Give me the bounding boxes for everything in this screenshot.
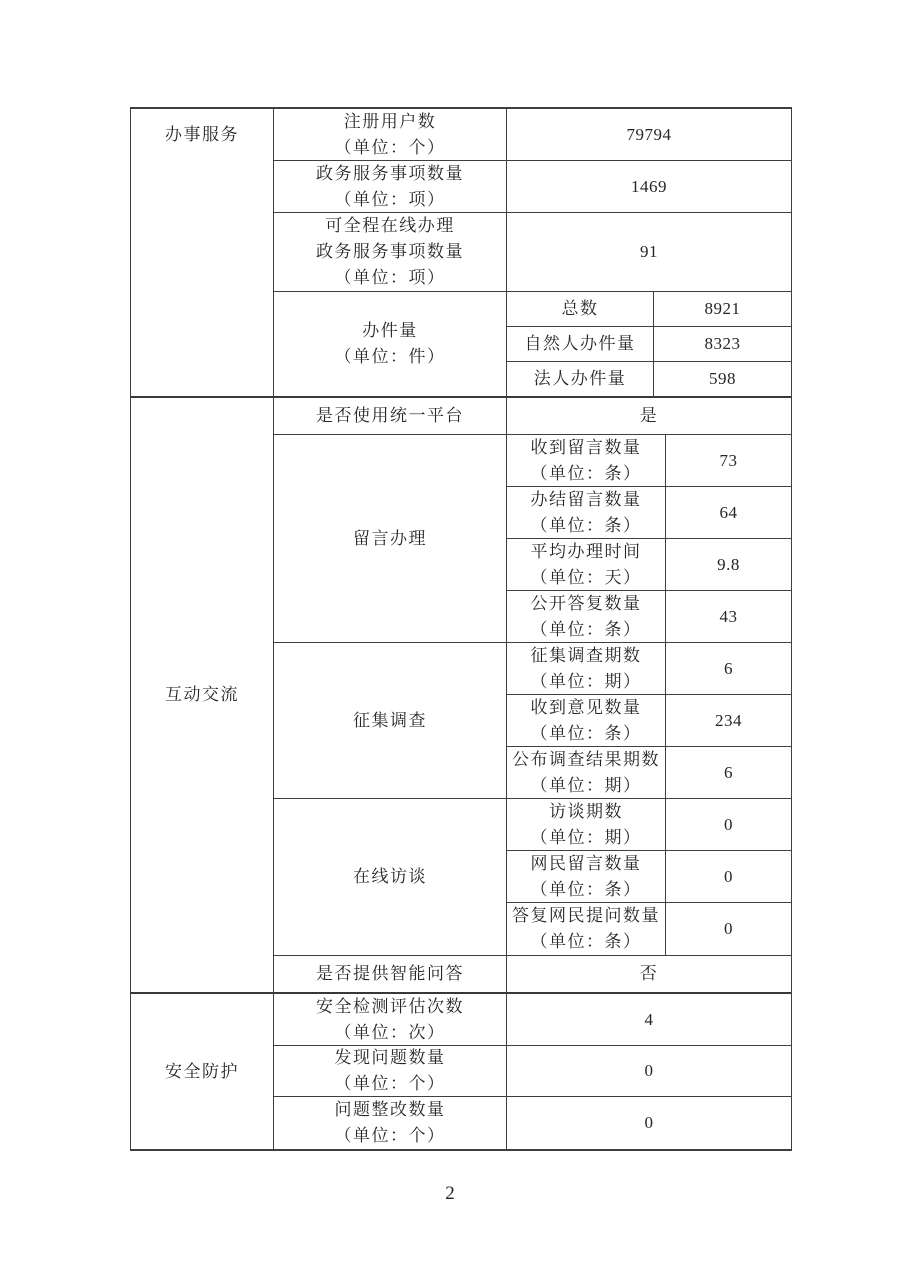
submetric-value: 8921 bbox=[654, 292, 791, 327]
submetric-unit: （单位：条） bbox=[530, 723, 642, 743]
group-cell bbox=[131, 109, 274, 398]
submetric-label-cell bbox=[507, 903, 666, 956]
submetric-value: 64 bbox=[666, 487, 791, 539]
submetric-label: 总数 bbox=[507, 292, 654, 327]
metric-unit: （单位：个） bbox=[334, 1074, 446, 1093]
group-cell bbox=[131, 994, 274, 1149]
submetric-label: 答复网民提问数量 bbox=[512, 906, 660, 925]
metric-label-cell bbox=[274, 799, 507, 956]
submetric-label: 网民留言数量 bbox=[530, 853, 642, 873]
submetric-label-cell bbox=[507, 591, 666, 643]
submetric-value: 8323 bbox=[654, 327, 791, 362]
submetric-label: 公布调查结果期数 bbox=[512, 749, 660, 769]
metric-label: 可全程在线办理 bbox=[325, 216, 455, 235]
metric-value: 1469 bbox=[507, 161, 791, 213]
metric-unit: （单位：个） bbox=[334, 1126, 446, 1145]
metric-label-cell bbox=[274, 994, 507, 1046]
submetric-label: 平均办理时间 bbox=[530, 541, 642, 561]
metric-label-cell bbox=[274, 643, 507, 799]
submetric-label: 法人办件量 bbox=[507, 362, 654, 398]
group-cell bbox=[131, 398, 274, 994]
metric-label-cell bbox=[274, 398, 507, 435]
submetric-label: 办结留言数量 bbox=[530, 489, 642, 509]
group-label: 互动交流 bbox=[165, 685, 239, 704]
submetric-label-cell bbox=[507, 539, 666, 591]
submetric-label-cell bbox=[507, 435, 666, 487]
group-label: 办事服务 bbox=[165, 125, 239, 144]
metric-unit: （单位：件） bbox=[334, 347, 446, 366]
metric-value: 0 bbox=[507, 1046, 791, 1097]
submetric-unit: （单位：条） bbox=[530, 932, 642, 951]
submetric-label: 征集调查期数 bbox=[530, 645, 642, 665]
metric-label: 政务服务事项数量 bbox=[316, 163, 464, 183]
metric-label-cell bbox=[274, 161, 507, 213]
metric-value: 4 bbox=[507, 994, 791, 1046]
metric-value: 否 bbox=[507, 956, 791, 994]
submetric-label: 公开答复数量 bbox=[530, 593, 642, 613]
metric-label: 注册用户数 bbox=[343, 111, 437, 131]
submetric-value: 0 bbox=[666, 851, 791, 903]
submetric-label-cell bbox=[507, 643, 666, 695]
submetric-value: 234 bbox=[666, 695, 791, 747]
metric-label-cell bbox=[274, 213, 507, 292]
submetric-unit: （单位：期） bbox=[530, 775, 642, 795]
submetric-label: 收到留言数量 bbox=[530, 437, 642, 457]
submetric-value: 6 bbox=[666, 643, 791, 695]
submetric-unit: （单位：条） bbox=[530, 619, 642, 639]
submetric-value: 598 bbox=[654, 362, 791, 398]
metric-label: 留言办理 bbox=[353, 528, 427, 548]
submetric-label: 收到意见数量 bbox=[530, 697, 642, 717]
metric-value: 是 bbox=[507, 398, 791, 435]
submetric-label-cell bbox=[507, 747, 666, 799]
submetric-value: 43 bbox=[666, 591, 791, 643]
metric-unit: （单位：个） bbox=[334, 137, 446, 157]
metric-label: 征集调查 bbox=[353, 710, 427, 730]
submetric-label-cell bbox=[507, 695, 666, 747]
submetric-unit: （单位：条） bbox=[530, 463, 642, 483]
submetric-value: 9.8 bbox=[666, 539, 791, 591]
submetric-value: 6 bbox=[666, 747, 791, 799]
metric-label-cell bbox=[274, 1046, 507, 1097]
metric-unit: （单位：次） bbox=[334, 1022, 446, 1042]
submetric-value: 73 bbox=[666, 435, 791, 487]
submetric-value: 0 bbox=[666, 799, 791, 851]
metric-label: 是否使用统一平台 bbox=[316, 406, 464, 425]
metric-value: 91 bbox=[507, 213, 791, 292]
metric-unit: （单位：项） bbox=[334, 268, 446, 287]
submetric-label-cell bbox=[507, 799, 666, 851]
submetric-unit: （单位：期） bbox=[530, 671, 642, 691]
metric-value: 79794 bbox=[507, 109, 791, 161]
submetric-unit: （单位：条） bbox=[530, 515, 642, 535]
metric-label-cell bbox=[274, 956, 507, 994]
submetric-label: 访谈期数 bbox=[549, 801, 623, 821]
metric-label-cell bbox=[274, 1097, 507, 1149]
metric-unit: （单位：项） bbox=[334, 189, 446, 209]
metric-label: 问题整改数量 bbox=[334, 1100, 446, 1119]
metric-label-cell bbox=[274, 435, 507, 643]
metric-label: 发现问题数量 bbox=[334, 1048, 446, 1067]
metric-label: 办件量 bbox=[362, 321, 418, 340]
metric-label-cell bbox=[274, 292, 507, 398]
submetric-unit: （单位：期） bbox=[530, 827, 642, 847]
page-number: 2 bbox=[445, 1183, 455, 1204]
submetric-value: 0 bbox=[666, 903, 791, 956]
metric-label: 在线访谈 bbox=[353, 867, 427, 886]
metric-label: 是否提供智能问答 bbox=[316, 964, 464, 983]
submetric-unit: （单位：条） bbox=[530, 879, 642, 899]
group-label: 安全防护 bbox=[165, 1061, 239, 1081]
metric-label-cell bbox=[274, 109, 507, 161]
submetric-label-cell bbox=[507, 487, 666, 539]
metric-label: 安全检测评估次数 bbox=[316, 996, 464, 1016]
submetric-unit: （单位：天） bbox=[530, 567, 642, 587]
submetric-label-cell bbox=[507, 851, 666, 903]
metric-label-line2: 政务服务事项数量 bbox=[316, 242, 464, 261]
metric-value: 0 bbox=[644, 1113, 654, 1132]
report-table bbox=[130, 107, 792, 1151]
submetric-label: 自然人办件量 bbox=[507, 327, 654, 362]
